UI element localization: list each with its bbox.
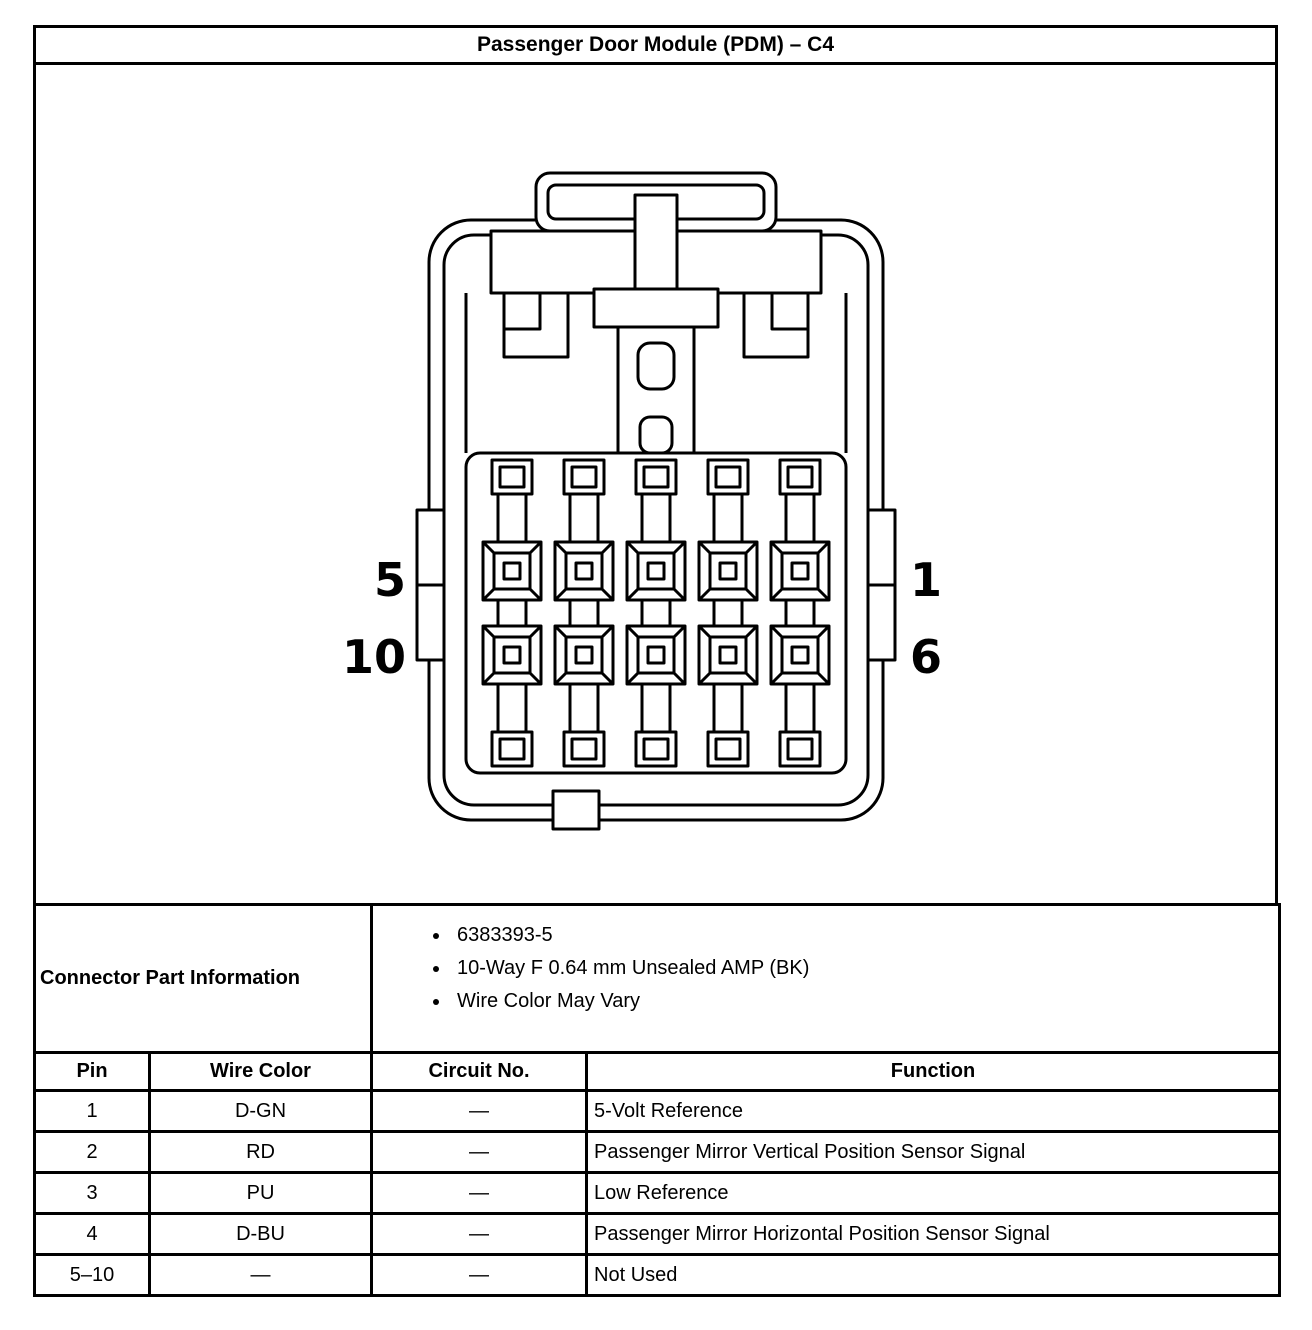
pin-row-1 [35, 1091, 1280, 1132]
connector-title-bar [33, 25, 1278, 65]
pin-cell: 5–10 [35, 1255, 150, 1296]
function-cell: Passenger Mirror Horizontal Position Sensor Signal [587, 1214, 1280, 1255]
pin-row-4 [35, 1214, 1280, 1255]
pin-cell: 1 [35, 1091, 150, 1132]
connector-diagram-box [33, 65, 1278, 903]
part-info-details [372, 905, 1280, 1053]
function-cell: Passenger Mirror Vertical Position Sensor Signal [587, 1132, 1280, 1173]
header-circuit-no: Circuit No. [372, 1053, 587, 1091]
header-function: Function [587, 1053, 1280, 1091]
pin-label-10: 10 [341, 630, 406, 684]
pin-table-header-row [35, 1053, 1280, 1091]
pin-row-5-10 [35, 1255, 1280, 1296]
circuit-no-cell: — [372, 1173, 587, 1214]
bottom-index-tab [553, 791, 599, 829]
header-wire-color: Wire Color [150, 1053, 372, 1091]
connector-pinout-table [33, 903, 1281, 1297]
part-info-bullet: • 10-Way F 0.64 mm Unsealed AMP (BK) [451, 952, 1278, 985]
circuit-no-cell: — [372, 1091, 587, 1132]
pin-row-2 [35, 1132, 1280, 1173]
wire-color-cell: D-GN [150, 1091, 372, 1132]
function-cell: Not Used [587, 1255, 1280, 1296]
pin-cell: 3 [35, 1173, 150, 1214]
circuit-no-cell: — [372, 1132, 587, 1173]
wire-color-cell: RD [150, 1132, 372, 1173]
function-cell: Low Reference [587, 1173, 1280, 1214]
pin-label-6: 6 [910, 630, 943, 684]
part-info-bullet: • 6383393-5 [451, 919, 1278, 952]
part-info-bullet: • Wire Color May Vary [451, 985, 1278, 1018]
wire-color-cell: D-BU [150, 1214, 372, 1255]
connector-face-diagram [36, 65, 1275, 903]
pin-label-1: 1 [910, 553, 943, 607]
pin-cell: 4 [35, 1214, 150, 1255]
function-cell: 5-Volt Reference [587, 1091, 1280, 1132]
connector-title: Passenger Door Module (PDM) – C4 [476, 33, 835, 56]
document-sheet [33, 25, 1278, 1297]
part-info-label: Connector Part Information [35, 905, 372, 1053]
wire-color-cell: — [150, 1255, 372, 1296]
pin-label-5: 5 [373, 553, 406, 607]
part-info-bullet-list [373, 919, 1278, 1018]
part-info-row [35, 905, 1280, 1053]
pin-row-3 [35, 1173, 1280, 1214]
circuit-no-cell: — [372, 1255, 587, 1296]
wire-color-cell: PU [150, 1173, 372, 1214]
circuit-no-cell: — [372, 1214, 587, 1255]
header-pin: Pin [35, 1053, 150, 1091]
terminal-grid [466, 453, 846, 773]
pin-cell: 2 [35, 1132, 150, 1173]
connector-housing [417, 173, 895, 829]
